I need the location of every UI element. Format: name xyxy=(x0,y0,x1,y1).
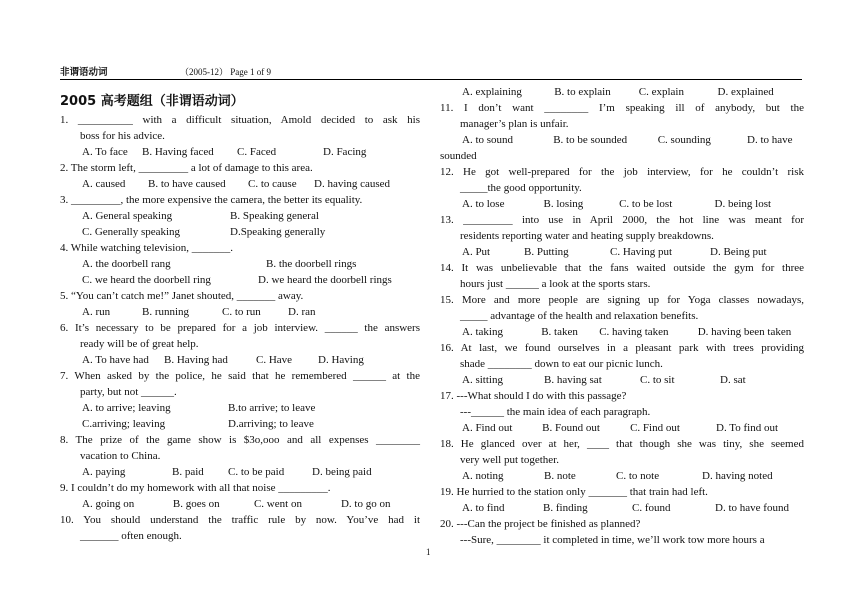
answer-option: D. being lost xyxy=(714,198,772,210)
answer-option: D. having caused xyxy=(314,178,391,190)
question-text: 12. He got well-prepared for the job interview, for he couldn’t risk xyxy=(440,166,804,178)
question-text: manager’s plan is unfair. xyxy=(460,118,569,130)
answer-option: D.arriving; to leave xyxy=(228,418,314,430)
answer-option: B. to have caused xyxy=(148,178,226,190)
question-options xyxy=(440,500,804,516)
answer-option: A. taking xyxy=(462,326,503,338)
question-text: party, but not ______. xyxy=(80,386,177,398)
question-text: 11. I don’t want ________ I’m speaking ill of anybody, but the xyxy=(440,102,804,114)
answer-option: D. having noted xyxy=(702,470,773,482)
answer-option: A. caused xyxy=(82,178,126,190)
answer-option: C. Generally speaking xyxy=(82,226,181,238)
question-text: 8. The prize of the game show is $3o,ooo and all expenses ________ xyxy=(60,434,420,446)
answer-option: B. Having faced xyxy=(142,146,214,158)
question-text: 4. While watching television, _______. xyxy=(60,242,234,254)
answer-option: B. taken xyxy=(541,326,578,338)
answer-option: B. running xyxy=(142,306,190,318)
answer-option: D. to go on xyxy=(340,498,391,510)
question-options xyxy=(60,496,420,512)
question-options xyxy=(440,196,804,212)
answer-option: D. we heard the doorbell rings xyxy=(258,274,392,286)
question-text: _____ advantage of the health and relaxation benefits. xyxy=(460,310,699,322)
answer-option: A. run xyxy=(82,306,111,318)
answer-option: B. Putting xyxy=(524,246,569,258)
right-column xyxy=(440,84,804,548)
question-text: 16. At last, we found ourselves in a pleasant park with trees providing xyxy=(440,342,804,354)
answer-option: D. Being put xyxy=(710,246,767,258)
answer-option: B. Speaking general xyxy=(230,210,319,222)
answer-option: C. to note xyxy=(616,470,660,482)
question-text: ready will be of great help. xyxy=(80,338,199,350)
answer-option: D. being paid xyxy=(312,466,372,478)
header-meta: （2005-12） Page 1 of 9 xyxy=(180,67,271,77)
question-options xyxy=(60,352,420,368)
question-options xyxy=(60,208,420,224)
question-text: 6. It’s necessary to be prepared for a job interview. ______ the answers xyxy=(60,322,420,334)
answer-option: D. To find out xyxy=(716,422,779,434)
question-text: _______ often enough. xyxy=(80,530,182,542)
answer-option: A. General speaking xyxy=(82,210,173,222)
answer-option: B. the doorbell rings xyxy=(266,258,357,270)
question-options xyxy=(440,372,804,388)
question-text: _____the good opportunity. xyxy=(460,182,582,194)
answer-option: A. the doorbell rang xyxy=(82,258,171,270)
question-options xyxy=(440,468,804,484)
question-options xyxy=(60,256,420,272)
question-options xyxy=(440,244,804,260)
left-column xyxy=(60,84,420,544)
answer-option: A. paying xyxy=(82,466,126,478)
question-text: 14. It was unbelievable that the fans waited outside the gym for three xyxy=(440,262,804,274)
question-options xyxy=(60,416,420,432)
answer-option: B. Having had xyxy=(164,354,228,366)
answer-option: C. Have xyxy=(256,354,293,366)
header-rule xyxy=(60,79,802,80)
answer-option: D. Facing xyxy=(323,146,367,158)
question-options xyxy=(60,144,420,160)
question-options xyxy=(60,176,420,192)
header-title: 非谓语动词 xyxy=(60,67,108,78)
answer-option: C. Find out xyxy=(630,422,680,434)
answer-option: A. Find out xyxy=(462,422,513,434)
answer-option: C.arriving; leaving xyxy=(82,418,166,430)
question-text: 18. He glanced over at her, ____ that though she was tiny, she seemed xyxy=(440,438,804,450)
question-text: vacation to China. xyxy=(80,450,161,462)
answer-option: A. To have had xyxy=(82,354,149,366)
question-options xyxy=(60,224,420,240)
answer-option: A. to lose xyxy=(462,198,505,210)
question-text: sounded xyxy=(440,150,477,162)
answer-option: C. sounding xyxy=(657,134,711,146)
page-number: 1 xyxy=(426,547,431,557)
question-text: 9. I couldn’t do my homework with all that noise _________. xyxy=(60,482,331,494)
answer-option: B. having sat xyxy=(544,374,602,386)
question-text: 5. “You can’t catch me!” Janet shouted, _______ away. xyxy=(60,290,304,302)
answer-option: A. to arrive; leaving xyxy=(82,402,171,414)
answer-option: D. explained xyxy=(717,86,774,98)
answer-option: B. finding xyxy=(543,502,588,514)
question-options xyxy=(440,132,804,148)
answer-option: B. losing xyxy=(543,198,584,210)
question-text: ---______ the main idea of each paragraph. xyxy=(460,406,651,418)
question-text: hours just ______ a look at the sports stars. xyxy=(460,278,651,290)
answer-option: C. went on xyxy=(253,498,302,510)
question-text: 10. You should understand the traffic rule by now. You’ve had it xyxy=(60,514,420,526)
answer-option: A. explaining xyxy=(462,86,522,98)
question-text: 13. _________ into use in April 2000, the hot line was meant for xyxy=(440,214,804,226)
document-title: 2005 高考题组（非谓语动词） xyxy=(60,94,244,109)
answer-option: C. Having put xyxy=(610,246,673,258)
question-text: 1. __________ with a difficult situation, Amold decided to ask his xyxy=(60,114,420,126)
answer-option: C. to cause xyxy=(248,178,297,190)
answer-option: C. to run xyxy=(222,306,261,318)
answer-option: C. to sit xyxy=(640,374,675,386)
answer-option: A. to sound xyxy=(462,134,514,146)
answer-option: B. Found out xyxy=(542,422,600,434)
answer-option: A. going on xyxy=(82,498,135,510)
question-text: 20. ---Can the project be finished as planned? xyxy=(440,518,641,530)
answer-option: C. Faced xyxy=(237,146,277,158)
question-text: boss for his advice. xyxy=(80,130,165,142)
answer-option: D.Speaking generally xyxy=(230,226,326,238)
answer-option: A. Put xyxy=(462,246,491,258)
question-text: 2. The storm left, _________ a lot of damage to this area. xyxy=(60,162,313,174)
question-options xyxy=(60,304,420,320)
answer-option: C. to be paid xyxy=(228,466,285,478)
question-text: 7. When asked by the police, he said that he remembered ______ at the xyxy=(60,370,420,382)
question-options xyxy=(60,272,420,288)
answer-option: D. ran xyxy=(288,306,316,318)
question-options xyxy=(60,464,420,480)
question-options xyxy=(440,420,804,436)
answer-option: A. To face xyxy=(82,146,128,158)
question-options xyxy=(60,400,420,416)
answer-option: C. having taken xyxy=(599,326,669,338)
answer-option: C. explain xyxy=(638,86,684,98)
answer-option: D. to have found xyxy=(715,502,789,514)
question-text: very well put together. xyxy=(460,454,559,466)
answer-option: D. sat xyxy=(720,374,746,386)
question-text: 17. ---What should I do with this passage? xyxy=(440,390,627,402)
answer-option: C. to be lost xyxy=(619,198,673,210)
answer-option: B. note xyxy=(544,470,576,482)
question-text: 3. _________, the more expensive the camera, the better its equality. xyxy=(60,194,363,206)
answer-option: C. we heard the doorbell ring xyxy=(82,274,211,286)
answer-option: B. to explain xyxy=(554,86,611,98)
answer-option: B.to arrive; to leave xyxy=(228,402,316,414)
answer-option: A. noting xyxy=(462,470,504,482)
answer-option: B. paid xyxy=(172,466,204,478)
answer-option: D. to have xyxy=(747,134,793,146)
answer-option: A. sitting xyxy=(462,374,503,386)
question-text: residents reporting water and heating supply breakdowns. xyxy=(460,230,714,242)
question-options xyxy=(440,324,804,340)
question-text: shade ________ down to eat our picnic lunch. xyxy=(460,358,663,370)
answer-option: C. found xyxy=(632,502,671,514)
answer-option: D. Having xyxy=(318,354,364,366)
answer-option: B. to be sounded xyxy=(553,134,628,146)
question-text: 19. He hurried to the station only _______ that train had left. xyxy=(440,486,708,498)
question-text: 15. More and more people are signing up for Yoga classes nowadays, xyxy=(440,294,804,306)
page-header xyxy=(60,64,802,78)
question-text: ---Sure, ________ it completed in time, we’ll work tow more hours a xyxy=(460,534,765,546)
answer-option: D. having been taken xyxy=(697,326,792,338)
question-options xyxy=(440,84,804,100)
answer-option: A. to find xyxy=(462,502,505,514)
answer-option: B. goes on xyxy=(172,498,220,510)
